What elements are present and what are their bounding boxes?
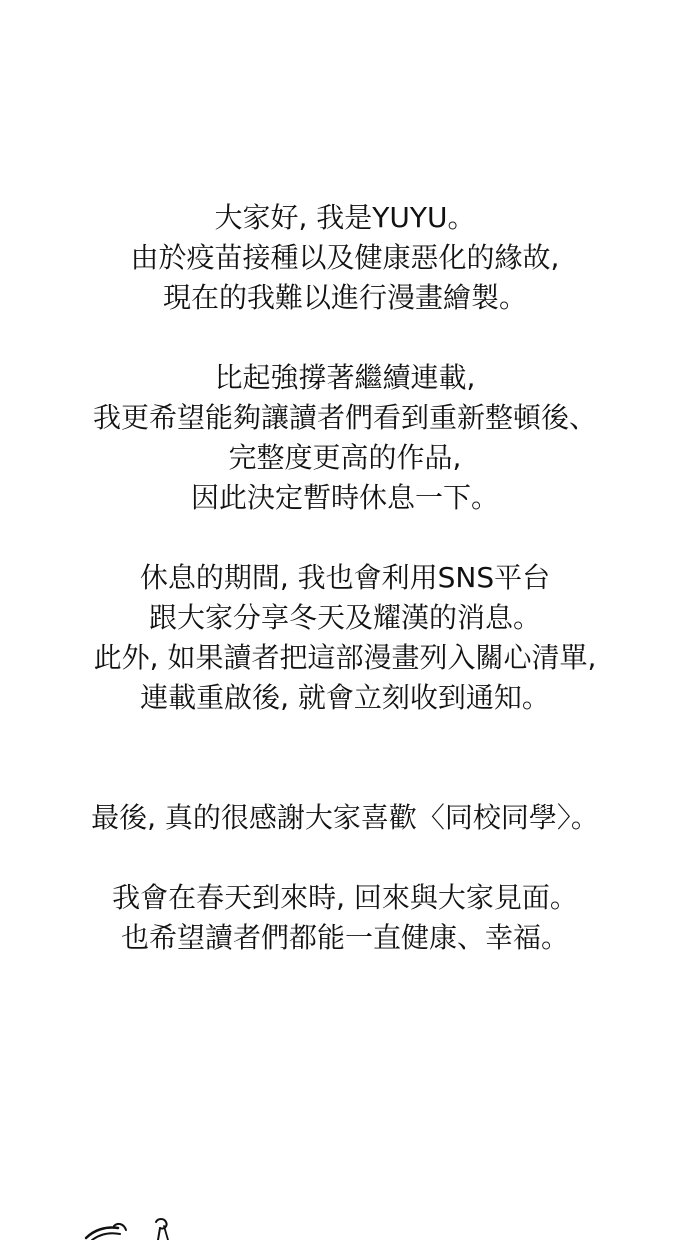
notice-line: 完整度更高的作品, [228, 441, 462, 474]
notice-line: 跟大家分享冬天及耀漢的消息。 [148, 601, 541, 634]
thanks-paragraph [0, 798, 690, 838]
notice-line: 最後, 真的很感謝大家喜歡〈同校同學〉。 [91, 801, 599, 834]
notice-line: 因此決定暫時休息一下。 [190, 481, 499, 514]
notice-line: 休息的期間, 我也會利用SNS平台 [139, 561, 551, 594]
notice-line: 此外, 如果讀者把這部漫畫列入關心清單, [93, 641, 597, 674]
character-sketch-illustration [84, 1216, 194, 1240]
sns-update-paragraph [0, 558, 690, 718]
notice-line: 我會在春天到來時, 回來與大家見面。 [112, 881, 578, 914]
greeting-paragraph [0, 198, 690, 318]
notice-line: 我更希望能夠讓讀者們看到重新整頓後、 [92, 401, 597, 434]
return-paragraph [0, 878, 690, 958]
notice-line: 由於疫苗接種以及健康惡化的緣故, [130, 241, 560, 274]
notice-line: 比起強撐著繼續連載, [214, 361, 476, 394]
notice-line: 連載重啟後, 就會立刻收到通知。 [140, 681, 550, 714]
notice-line: 大家好, 我是YUYU。 [214, 201, 476, 234]
notice-line: 也希望讀者們都能一直健康、幸福。 [120, 921, 569, 954]
hiatus-reason-paragraph [0, 358, 690, 518]
notice-line: 現在的我難以進行漫畫繪製。 [162, 281, 527, 314]
